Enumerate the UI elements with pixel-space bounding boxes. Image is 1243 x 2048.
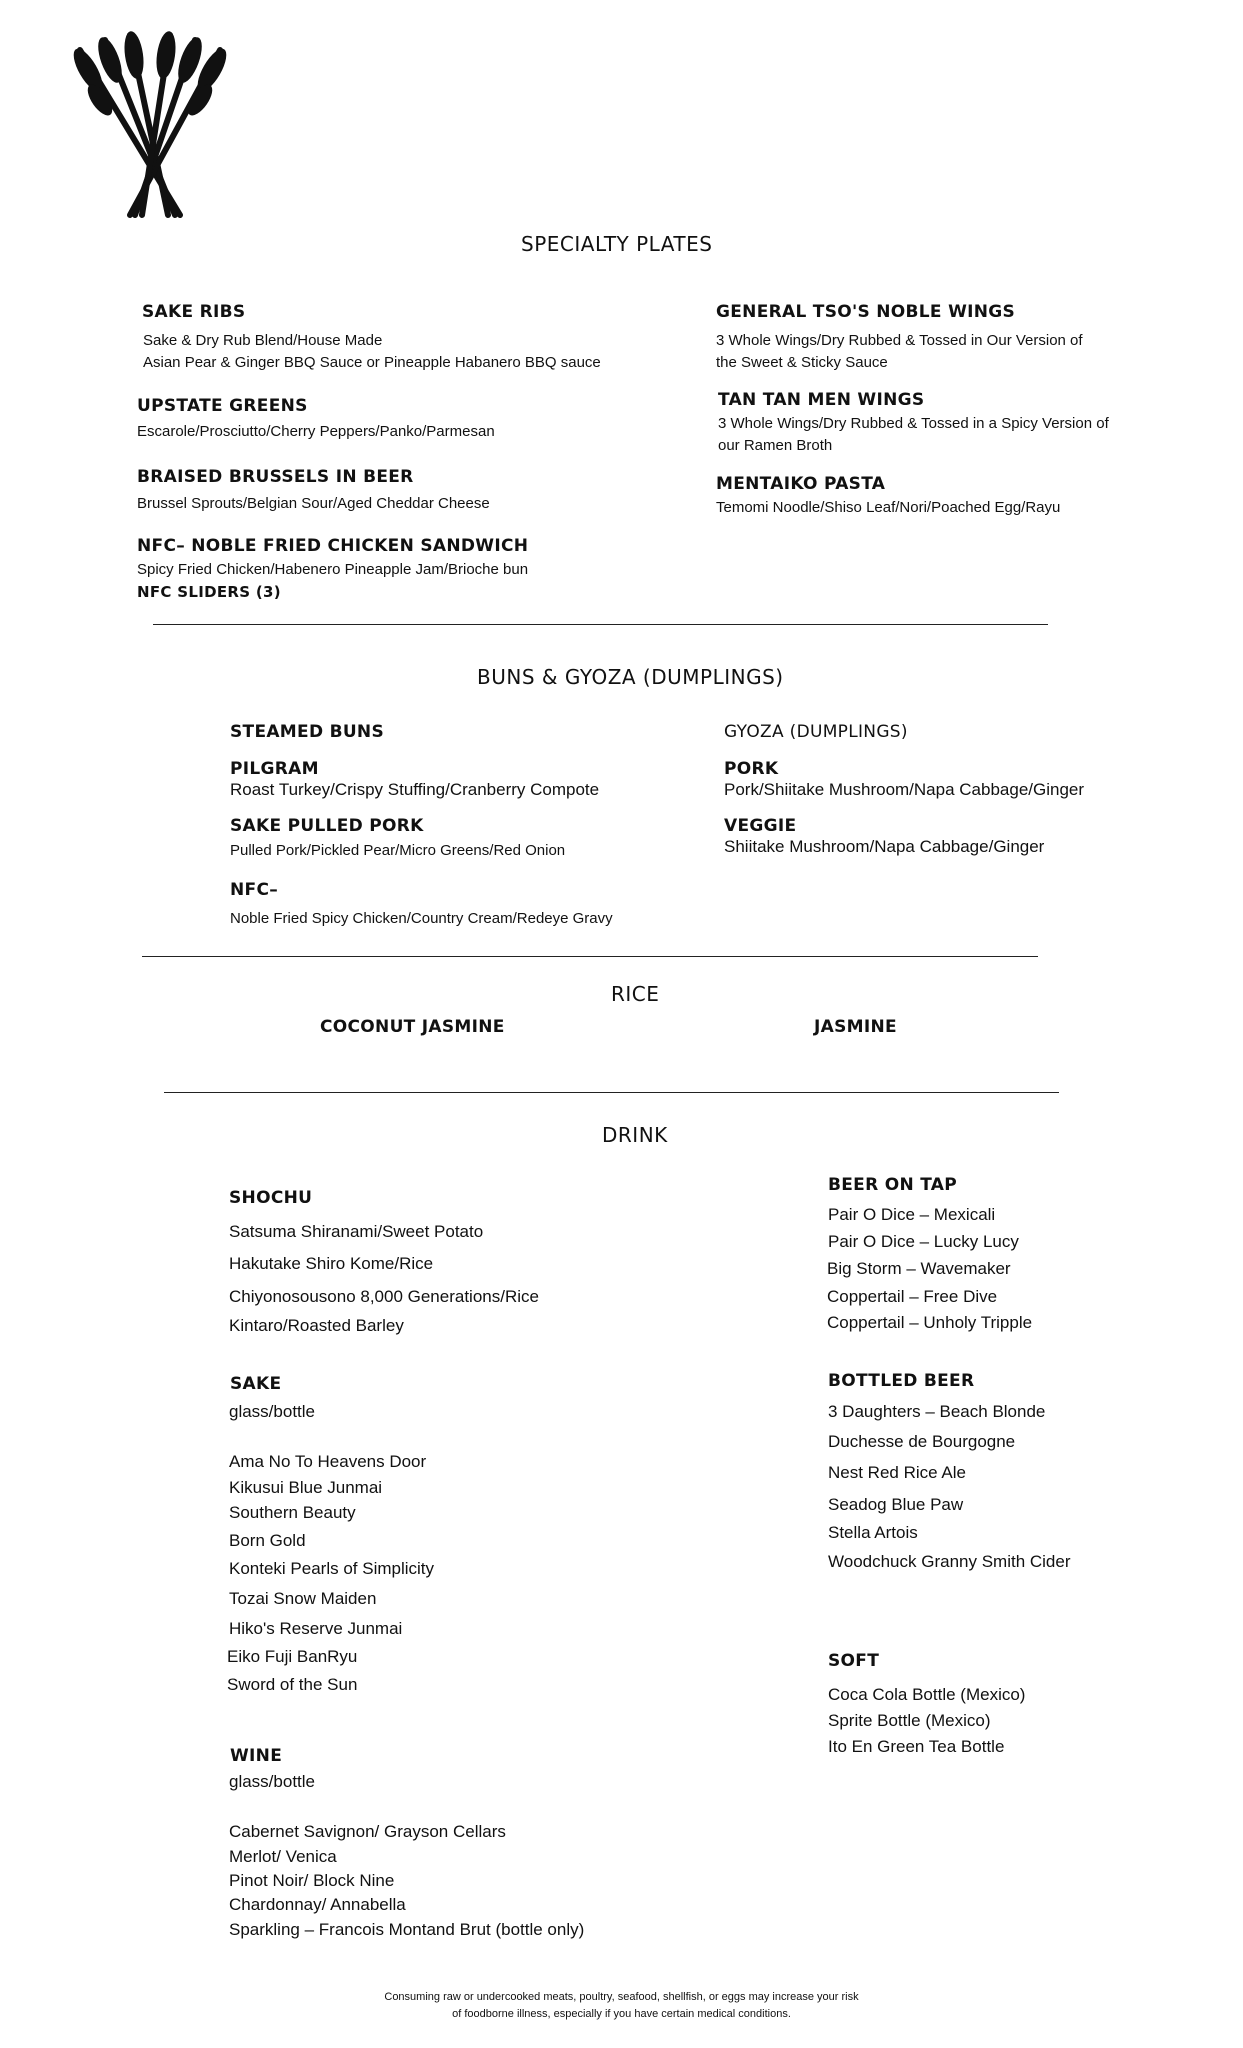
drink-beer-tap-item: Coppertail – Free Dive	[827, 1287, 998, 1306]
item-tan-tan-desc: 3 Whole Wings/Dry Rubbed & Tossed in a Spicy Version of	[718, 415, 1109, 432]
drink-shochu-item: Hakutake Shiro Kome/Rice	[229, 1254, 434, 1273]
item-pilgram-desc: Roast Turkey/Crispy Stuffing/Cranberry Compote	[230, 780, 600, 799]
divider	[142, 956, 1038, 957]
item-pork-desc: Pork/Shiitake Mushroom/Napa Cabbage/Ginger	[724, 780, 1085, 799]
drink-wine-item: Pinot Noir/ Block Nine	[229, 1871, 395, 1890]
drink-bottled-item: Duchesse de Bourgogne	[828, 1432, 1016, 1451]
item-nfc-sliders: NFC SLIDERS (3)	[137, 583, 281, 601]
item-general-tso-desc: the Sweet & Sticky Sauce	[716, 354, 888, 371]
drink-wine-item: Chardonnay/ Annabella	[229, 1895, 406, 1914]
drink-wine-item: Merlot/ Venica	[229, 1847, 337, 1866]
item-nfc-desc: Spicy Fried Chicken/Habenero Pineapple Jam/Brioche bun	[137, 561, 529, 578]
drink-bottled-item: 3 Daughters – Beach Blonde	[828, 1402, 1046, 1421]
section-drink-title: DRINK	[602, 1123, 668, 1147]
drink-bottled-item: Woodchuck Granny Smith Cider	[828, 1552, 1071, 1571]
item-pork-name: PORK	[724, 759, 779, 779]
item-veggie-name: VEGGIE	[724, 816, 797, 836]
rice-jasmine: JASMINE	[814, 1017, 897, 1037]
wheat-logo	[60, 30, 240, 220]
drink-sake-item: Eiko Fuji BanRyu	[227, 1647, 358, 1666]
item-general-tso-desc: 3 Whole Wings/Dry Rubbed & Tossed in Our Version of	[716, 332, 1083, 349]
item-pulled-pork-desc: Pulled Pork/Pickled Pear/Micro Greens/Red Onion	[230, 842, 566, 859]
item-general-tso-name: GENERAL TSO'S NOBLE WINGS	[716, 302, 1016, 322]
drink-bottled-item: Nest Red Rice Ale	[828, 1463, 966, 1482]
divider	[153, 624, 1048, 625]
drink-beer-tap-item: Pair O Dice – Lucky Lucy	[828, 1232, 1019, 1251]
drink-bottled-item: Seadog Blue Paw	[828, 1495, 964, 1514]
item-veggie-desc: Shiitake Mushroom/Napa Cabbage/Ginger	[724, 837, 1045, 856]
rice-coconut-jasmine: COCONUT JASMINE	[320, 1017, 505, 1037]
drink-bottled-item: Stella Artois	[828, 1523, 918, 1542]
drink-beer-tap-item: Coppertail – Unholy Tripple	[827, 1313, 1033, 1332]
item-tan-tan-name: TAN TAN MEN WINGS	[718, 390, 925, 410]
item-upstate-desc: Escarole/Prosciutto/Cherry Peppers/Panko/Parmesan	[137, 423, 495, 440]
footer-disclaimer: Consuming raw or undercooked meats, poultry, seafood, shellfish, or eggs may increase your risk	[384, 1991, 859, 2003]
drink-soft-item: Coca Cola Bottle (Mexico)	[828, 1685, 1026, 1704]
item-tan-tan-desc: our Ramen Broth	[718, 437, 833, 454]
steamed-buns-title: STEAMED BUNS	[230, 722, 385, 742]
drink-shochu-item: Chiyonosousono 8,000 Generations/Rice	[229, 1287, 539, 1306]
drink-soft-item: Ito En Green Tea Bottle	[828, 1737, 1005, 1756]
item-nfc-bun-desc: Noble Fried Spicy Chicken/Country Cream/Redeye Gravy	[230, 910, 613, 927]
drink-bottled-title: BOTTLED BEER	[828, 1371, 975, 1391]
drink-soft-item: Sprite Bottle (Mexico)	[828, 1711, 991, 1730]
drink-sake-title: SAKE	[230, 1374, 282, 1394]
drink-beer-tap-item: Pair O Dice – Mexicali	[828, 1205, 996, 1224]
drink-sake-item: Born Gold	[229, 1531, 306, 1550]
drink-sake-item: Southern Beauty	[229, 1503, 356, 1522]
drink-soft-title: SOFT	[828, 1651, 880, 1671]
drink-wine-item: Sparkling – Francois Montand Brut (bottle only)	[229, 1920, 585, 1939]
drink-shochu-title: SHOCHU	[229, 1188, 313, 1208]
divider	[164, 1092, 1059, 1093]
section-specialty-title: SPECIALTY PLATES	[521, 232, 713, 256]
drink-wine-title: WINE	[230, 1746, 283, 1766]
item-sake-ribs-desc: Sake & Dry Rub Blend/House Made	[143, 332, 383, 349]
gyoza-title: GYOZA (DUMPLINGS)	[724, 722, 908, 742]
item-mentaiko-desc: Temomi Noodle/Shiso Leaf/Nori/Poached Egg/Rayu	[716, 499, 1061, 516]
section-buns-title: BUNS & GYOZA (DUMPLINGS)	[477, 665, 784, 689]
item-pilgram-name: PILGRAM	[230, 759, 319, 779]
drink-beer-tap-title: BEER ON TAP	[828, 1175, 957, 1195]
drink-wine-item: Cabernet Savignon/ Grayson Cellars	[229, 1822, 506, 1841]
drink-shochu-item: Kintaro/Roasted Barley	[229, 1316, 404, 1335]
footer-disclaimer: of foodborne illness, especially if you have certain medical conditions.	[452, 2008, 791, 2020]
drink-wine-sub: glass/bottle	[229, 1772, 315, 1791]
drink-sake-item: Ama No To Heavens Door	[229, 1452, 427, 1471]
item-brussels-name: BRAISED BRUSSELS IN BEER	[137, 467, 414, 487]
drink-shochu-item: Satsuma Shiranami/Sweet Potato	[229, 1222, 484, 1241]
drink-sake-item: Tozai Snow Maiden	[229, 1589, 377, 1608]
drink-beer-tap-item: Big Storm – Wavemaker	[827, 1259, 1011, 1278]
item-upstate-name: UPSTATE GREENS	[137, 396, 308, 416]
item-pulled-pork-name: SAKE PULLED PORK	[230, 816, 424, 836]
item-nfc-bun-name: NFC–	[230, 880, 279, 900]
section-rice-title: RICE	[611, 982, 660, 1006]
item-sake-ribs-desc: Asian Pear & Ginger BBQ Sauce or Pineapple Habanero BBQ sauce	[143, 354, 601, 371]
item-sake-ribs-name: SAKE RIBS	[142, 302, 246, 322]
drink-sake-item: Hiko's Reserve Junmai	[229, 1619, 403, 1638]
item-mentaiko-name: MENTAIKO PASTA	[716, 474, 886, 494]
drink-sake-item: Sword of the Sun	[227, 1675, 358, 1694]
item-nfc-name: NFC– NOBLE FRIED CHICKEN SANDWICH	[137, 536, 529, 556]
drink-sake-sub: glass/bottle	[229, 1402, 315, 1421]
drink-sake-item: Kikusui Blue Junmai	[229, 1478, 383, 1497]
drink-sake-item: Konteki Pearls of Simplicity	[229, 1559, 435, 1578]
item-brussels-desc: Brussel Sprouts/Belgian Sour/Aged Cheddar Cheese	[137, 495, 490, 512]
